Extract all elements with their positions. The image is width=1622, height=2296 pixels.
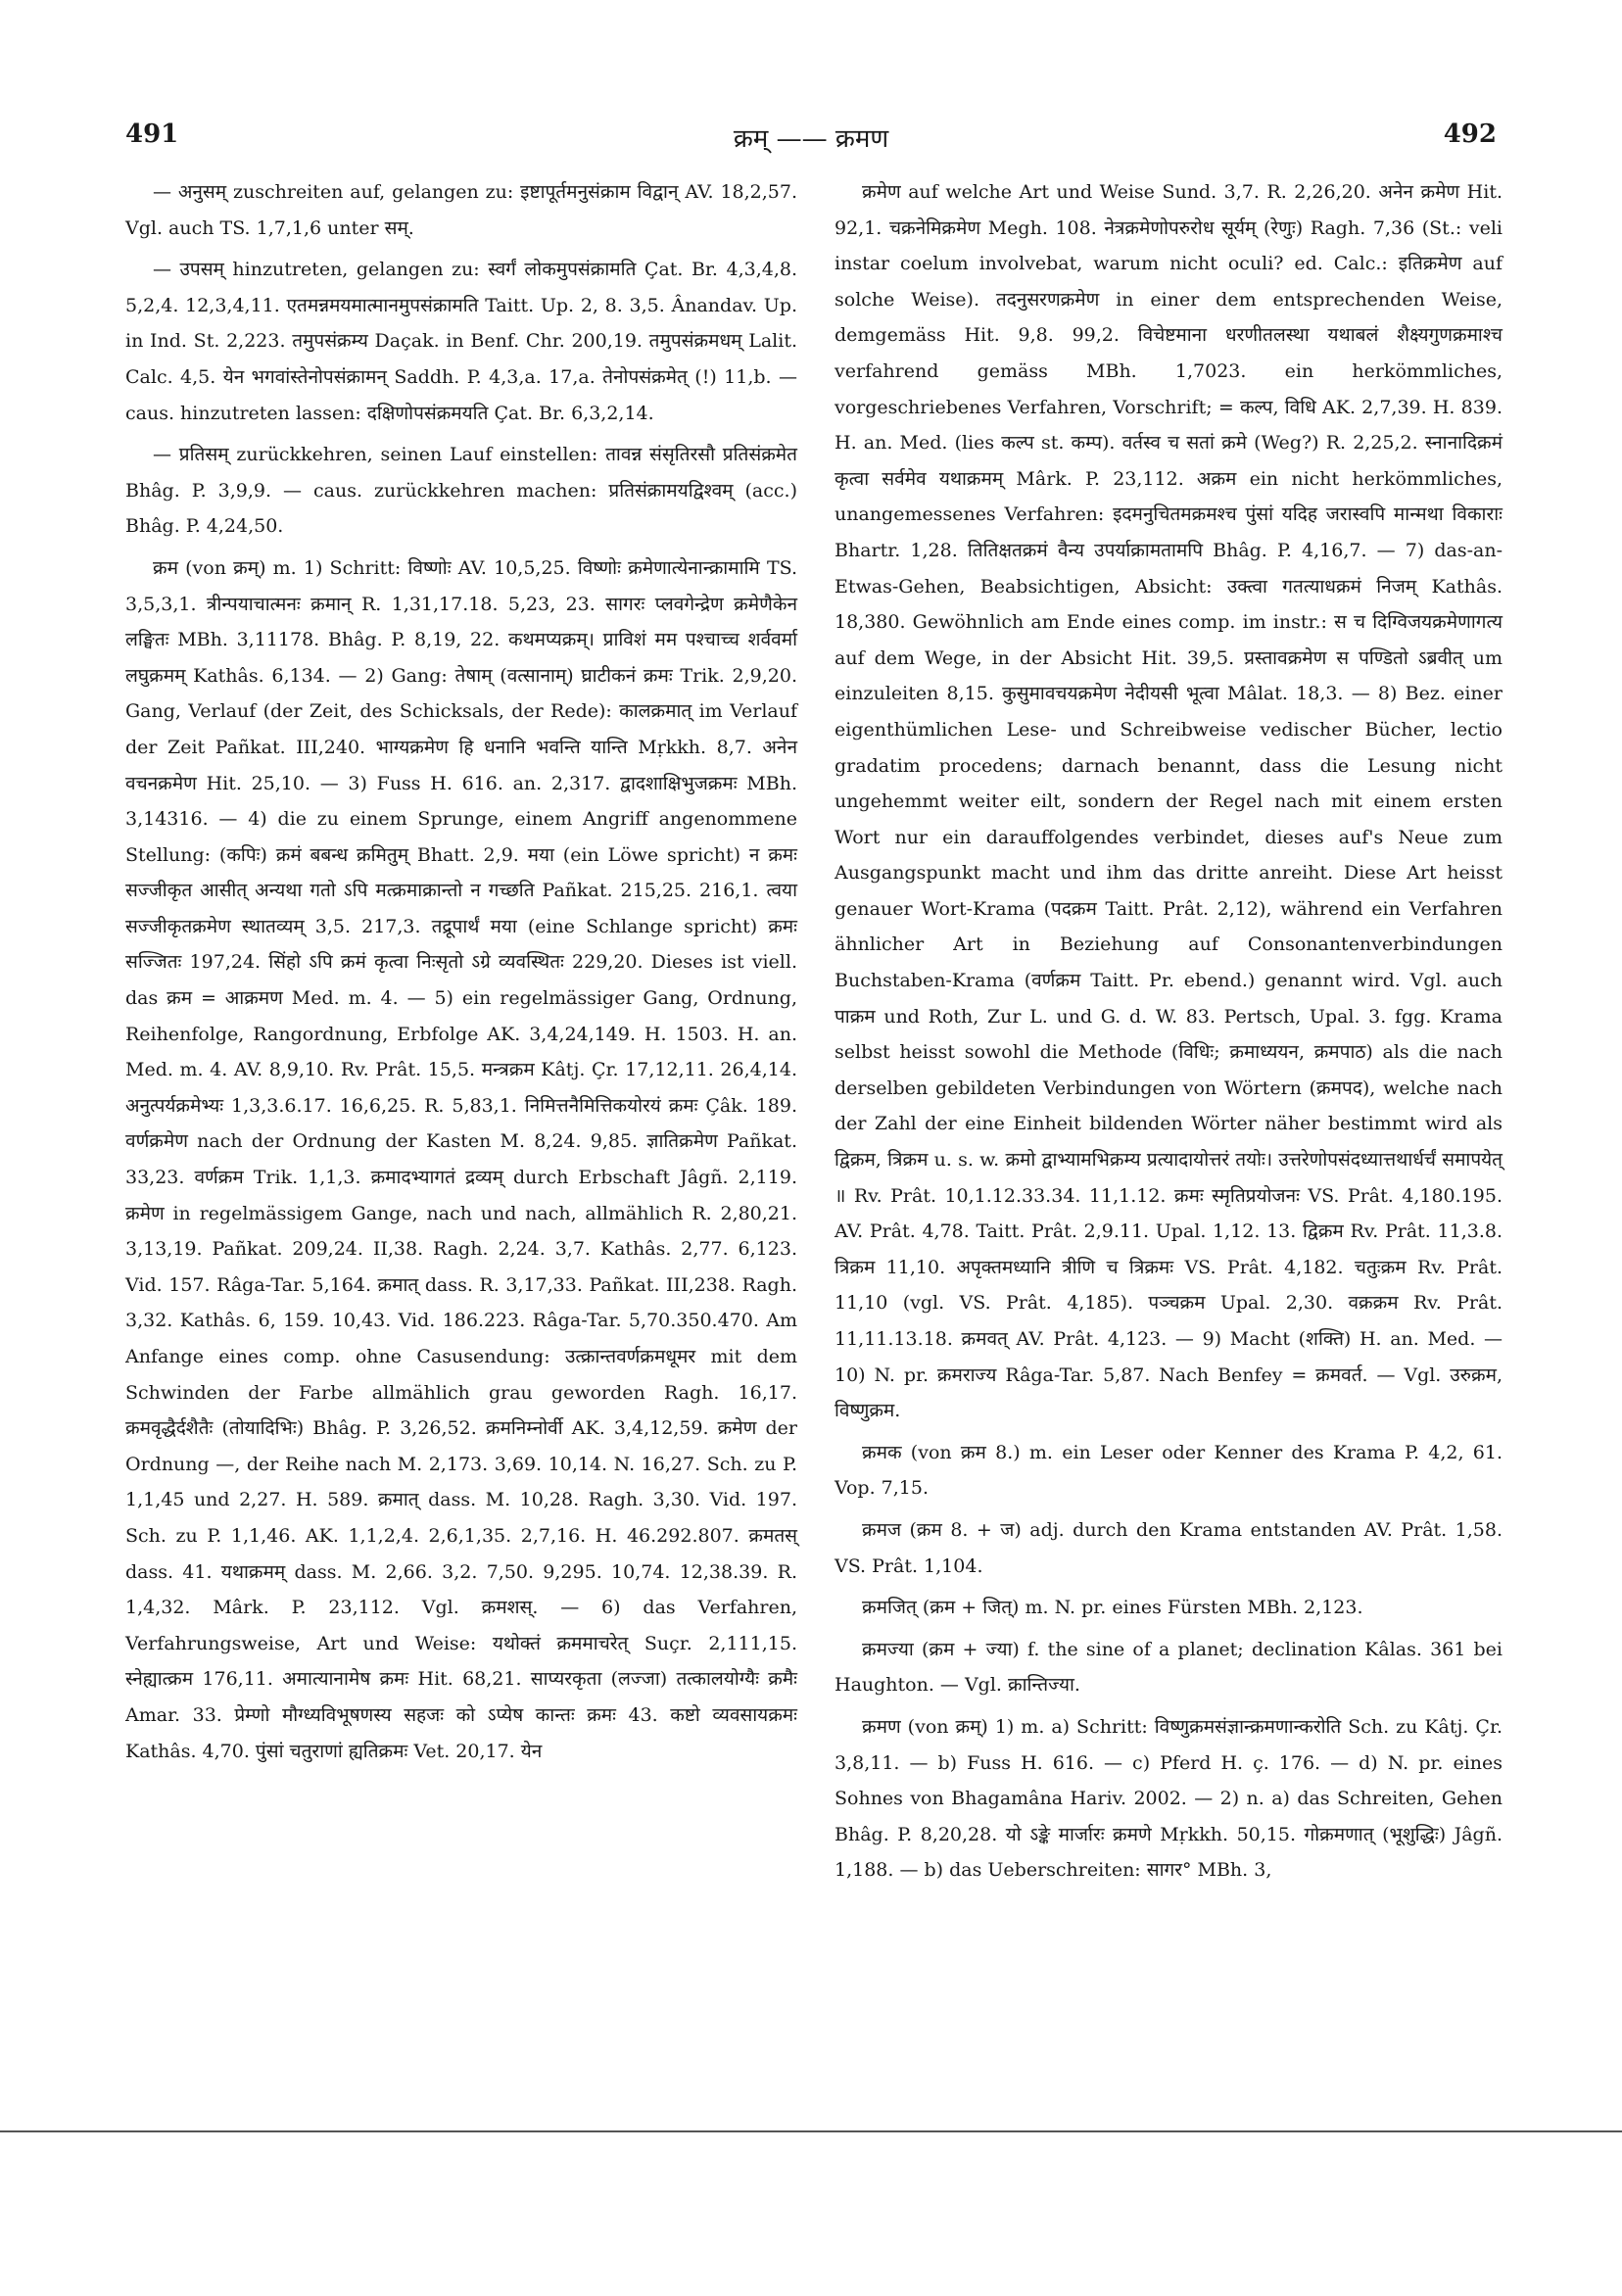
entry-kramana: क्रमण (von क्रम्) 1) m. a) Schritt: विष्णुक्रमसंज्ञान्क्रमणान्करोति Sch. zu Kâtj. Çr. 3,8,11. — b) Fuss H. 616. — c) Pferd H. ç. 176. — d) N. pr. eines Sohnes von Bhagamâna Hariv. 2002. — 2) n. a) das Schreiten, Gehen Bhâg. P. 8,20,28. यो ऽङ्के मार्जारः क्रमणे Mṛkkh. 50,15. गोक्रमणात् (भूशुद्धिः) Jâgñ. 1,188. — b) das Ueberschreiten: सागर° MBh. 3, [835, 1715, 1503, 1882]
page-header [125, 120, 1497, 159]
right-column [835, 174, 1503, 1894]
left-column [125, 174, 797, 1775]
right-page-number: 492 [1443, 120, 1497, 149]
entry-anusam: — अनुसम् zuschreiten auf, gelangen zu: इष्टापूर्तमनुसंक्राम विद्वान् AV. 18,2,57. Vgl. auch TS. 1,7,1,6 unter सम्. [125, 181, 797, 239]
entry-upasam: — उपसम् hinzutreten, gelangen zu: स्वर्गं लोकमुपसंक्रामति Çat. Br. 4,3,4,8. 5,2,4. 12,3,4,11. एतमन्नमयमात्मानमुपसंक्रामति Taitt. Up. 2, 8. 3,5. Ânandav. Up. in Ind. St. 2,223. तमुपसंक्रम्य Daçak. in Benf. Chr. 200,19. तमुपसंक्रमधम् Lalit. Calc. 4,5. येन भगवांस्तेनोपसंक्रामन् Saddh. P. 4,3,a. 17,a. तेनोपसंक्रमेत् (!) 11,b. — caus. hinzutreten lassen: दक्षिणोपसंक्रमयति Çat. Br. 6,3,2,14. [125, 259, 797, 424]
entry-kramaka: क्रमक (von क्रम 8.) m. ein Leser oder Kenner des Krama P. 4,2, 61. Vop. 7,15. [835, 1441, 1503, 1500]
entry-kramajit: क्रमजित् (क्रम + जित्) m. N. pr. eines Fürsten MBh. 2,123. [862, 1597, 1363, 1619]
entry-pratisam: — प्रतिसम् zurückkehren, seinen Lauf einstellen: तावन्न संसृतिरसौ प्रतिसंक्रमेत Bhâg. P. 3,9,9. — caus. zurückkehren machen: प्रतिसंक्रामयद्विश्वम् (acc.) Bhâg. P. 4,24,50. [125, 444, 797, 538]
left-page-number: 491 [125, 120, 179, 149]
bottom-rule [0, 2130, 1622, 2132]
entry-krama-continued: क्रमेण auf welche Art und Weise Sund. 3,7. R. 2,26,20. अनेन क्रमेण Hit. 92,1. चक्रनेमिक्रमेण Megh. 108. नेत्रक्रमेणोपरुरोध सूर्यम् (रेणुः) Ragh. 7,36 (St.: veli instar coelum involvebat, warum nicht oculi? ed. Calc.: इतिक्रमेण auf solche Weise). तदनुसरणक्रमेण in einer dem entsprechenden Weise, demgemäss Hit. 9,8. 99,2. विचेष्टमाना धरणीतलस्था यथाबलं शैक्ष्यगुणक्रमाश्च verfahrend gemäss MBh. 1,7023. ein herkömmliches, vorgeschriebenes Verfahren, Vorschrift; = कल्प, विधि AK. 2,7,39. H. 839. H. an. Med. (lies कल्प st. कम्प). वर्तस्व च सतां क्रमे (Weg?) R. 2,25,2. स्नानादिक्रमं कृत्वा सर्वमेव यथाक्रमम् Mârk. P. 23,112. अक्रम ein nicht herkömmliches, unangemessenes Verfahren: इदमनुचितमक्रमश्च पुंसां यदिह जरास्वपि मान्मथा विकाराः Bhartr. 1,28. तितिक्षतक्रमं वैन्य उपर्याक्रामतामपि Bhâg. P. 4,16,7. — 7) das-an-Etwas-Gehen, Beabsichtigen, Absicht: उक्त्वा गतत्याधक्रमं निजम् Kathâs. 18,380. Gewöhnlich am Ende eines comp. im instr.: स च दिग्विजयक्रमेणागत्य auf dem Wege, in der Absicht Hit. 39,5. प्रस्तावक्रमेण स पण्डितो ऽब्रवीत् um einzuleiten 8,15. कुसुमावचयक्रमेण नेदीयसी भूत्वा Mâlat. 18,3. — 8) Bez. einer eigenthümlichen Lese- und Schreibweise vedischer Bücher, lectio gradatim procedens; darnach benannt, dass die Lesung nicht ungehemmt weiter eilt, sondern der Regel nach mit einem ersten Wort nur ein darauffolgendes verbindet, dieses auf's Neue zum Ausgangspunkt macht und ihm das dritte anreiht. Diese Art heisst genauer Wort-Krama (पदक्रम Taitt. Prât. 2,12), während ein Verfahren ähnlicher Art in Beziehung auf Consonantenverbindungen Buchstaben-Krama (वर्णक्रम Taitt. Pr. ebend.) genannt wird. Vgl. auch पाक्रम und Roth, Zur L. und G. d. W. 83. Pertsch, Upal. 3. fgg. Krama selbst heisst sowohl die Methode (विधिः; क्रमाध्ययन, क्रमपाठ) als die nach derselben gebildeten Verbindungen von Wörtern (क्रमपद), welche nach der Zahl der eine Einheit bildenden Wörter näher bestimmt wird als द्विक्रम, त्रिक्रम u. s. w. क्रमो द्वाभ्यामभिक्रम्य प्रत्यादायोत्तरं तयोः। उत्तरेणोपसंदध्यात्तथार्धर्चं समापयेत् ॥ Rv. Prât. 10,1.12.33.34. 11,1.12. क्रमः स्मृतिप्रयोजनः VS. Prât. 4,180.195. AV. Prât. 4,78. Taitt. Prât. 2,9.11. Upal. 1,12. 13. द्विक्रम Rv. Prât. 11,3.8. त्रिक्रम 11,10. अपृक्तमध्यानि त्रीणि च त्रिक्रमः VS. Prât. 4,182. चतुःक्रम Rv. Prât. 11,10 (vgl. VS. Prât. 4,185). पञ्चक्रम Upal. 2,30. वक्रक्रम Rv. Prât. 11,11.13.18. क्रमवत् AV. Prât. 4,123. — 9) Macht (शक्ति) H. an. Med. — 10) N. pr. क्रमराज्य Râga-Tar. 5,87. Nach Benfey = क्रमवर्त. — Vgl. उरुक्रम, विष्णुक्रम. [835, 181, 1503, 1422]
running-title: क्रम् —— क्रमण [733, 124, 889, 154]
entry-kramajya: क्रमज्या (क्रम + ज्या) f. the sine of a planet; declination Kâlas. 361 bei Haughton. — Vgl. क्रान्तिज्या. [835, 1638, 1503, 1697]
entry-krama: क्रम (von क्रम्) m. 1) Schritt: विष्णोः AV. 10,5,25. विष्णोः क्रमेणात्येनान्क्रामामि TS. 3,5,3,1. त्रीन्पयाचात्मनः क्रमान् R. 1,31,17.18. 5,23, 23. सागरः प्लवगेन्द्रेण क्रमेणैकेन लङ्घितः MBh. 3,11178. Bhâg. P. 8,19, 22. कथमप्यक्रम्। प्राविशं मम पश्चाच्च शर्ववर्मा लघुक्रमम् Kathâs. 6,134. — 2) Gang: तेषाम् (वत्सानाम्) घ्राटीकनं क्रमः Trik. 2,9,20. Gang, Verlauf (der Zeit, des Schicksals, der Rede): कालक्रमात् im Verlauf der Zeit Pañkat. III,240. भाग्यक्रमेण हि धनानि भवन्ति यान्ति Mṛkkh. 8,7. अनेन वचनक्रमेण Hit. 25,10. — 3) Fuss H. 616. an. 2,317. द्वादशाक्षिभुजक्रमः MBh. 3,14316. — 4) die zu einem Sprunge, einem Angriff angenommene Stellung: (कपिः) क्रमं बबन्ध क्रमितुम् Bhatt. 2,9. मया (ein Löwe spricht) न क्रमः सज्जीकृत आसीत् अन्यथा गतो ऽपि मत्क्रमाक्रान्तो न गच्छति Pañkat. 215,25. 216,1. त्वया सज्जीकृतक्रमेण स्थातव्यम् 3,5. 217,3. तद्रूपार्थं मया (eine Schlange spricht) क्रमः सज्जितः 197,24. सिंहो ऽपि क्रमं कृत्वा निःसृतो ऽग्रे व्यवस्थितः 229,20. Dieses ist viell. das क्रम = आक्रमण Med. m. 4. — 5) ein regelmässiger Gang, Ordnung, Reihenfolge, Rangordnung, Erbfolge AK. 3,4,24,149. H. 1503. H. an. Med. m. 4. AV. 8,9,10. Rv. Prât. 15,5. मन्त्रक्रम Kâtj. Çr. 17,12,11. 26,4,14. अनुत्पर्यक्रमेभ्यः 1,3,3.6.17. 16,6,25. R. 5,83,1. निमित्तनैमित्तिकयोरयं क्रमः Çâk. 189. वर्णक्रमेण nach der Ordnung der Kasten M. 8,24. 9,85. ज्ञातिक्रमेण Pañkat. 33,23. वर्णक्रम Trik. 1,1,3. क्रमादभ्यागतं द्रव्यम् durch Erbschaft Jâgñ. 2,119. क्रमेण in regelmässigem Gange, nach und nach, allmählich R. 2,80,21. 3,13,19. Pañkat. 209,24. II,38. Ragh. 2,24. 3,7. Kathâs. 2,77. 6,123. Vid. 157. Râga-Tar. 5,164. क्रमात् dass. R. 3,17,33. Pañkat. III,238. Ragh. 3,32. Kathâs. 6, 159. 10,43. Vid. 186.223. Râga-Tar. 5,70.350.470. Am Anfange eines comp. ohne Casusendung: उत्क्रान्तवर्णक्रमधूमर mit dem Schwinden der Farbe allmählich grau geworden Ragh. 16,17. क्रमवृद्धैर्दशैतैः (तोयादिभिः) Bhâg. P. 3,26,52. क्रमनिम्नोर्वी AK. 3,4,12,59. क्रमेण der Ordnung —, der Reihe nach M. 2,173. 3,69. 10,14. N. 16,27. Sch. zu P. 1,1,45 und 2,27. H. 589. क्रमात् dass. M. 10,28. Ragh. 3,30. Vid. 197. Sch. zu P. 1,1,46. AK. 1,1,2,4. 2,6,1,35. 2,7,16. H. 46.292.807. क्रमतस् dass. 41. यथाक्रमम् dass. M. 2,66. 3,2. 7,50. 9,295. 10,74. 12,38.39. R. 1,4,32. Mârk. P. 23,112. Vgl. क्रमशस्. — 6) das Verfahren, Verfahrungsweise, Art und Weise: यथोक्तं क्रममाचरेत् Suçr. 2,111,15. स्नेह्यात्क्रम 176,11. अमात्यानामेष क्रमः Hit. 68,21. साप्यरकृता (लज्जा) तत्कालयोग्यैः क्रमैः Amar. 33. प्रेम्णो मौग्ध्यविभूषणस्य सहजः को ऽप्येष कान्तः क्रमः 43. कष्टो व्यवसायक्रमः Kathâs. 4,70. पुंसां चतुराणां ह्यतिक्रमः Vet. 20,17. येन [125, 556, 797, 1762]
entry-kramaja: क्रमज (क्रम 8. + ज) adj. durch den Krama entstanden AV. Prât. 1,58. VS. Prât. 1,104. [835, 1518, 1503, 1577]
